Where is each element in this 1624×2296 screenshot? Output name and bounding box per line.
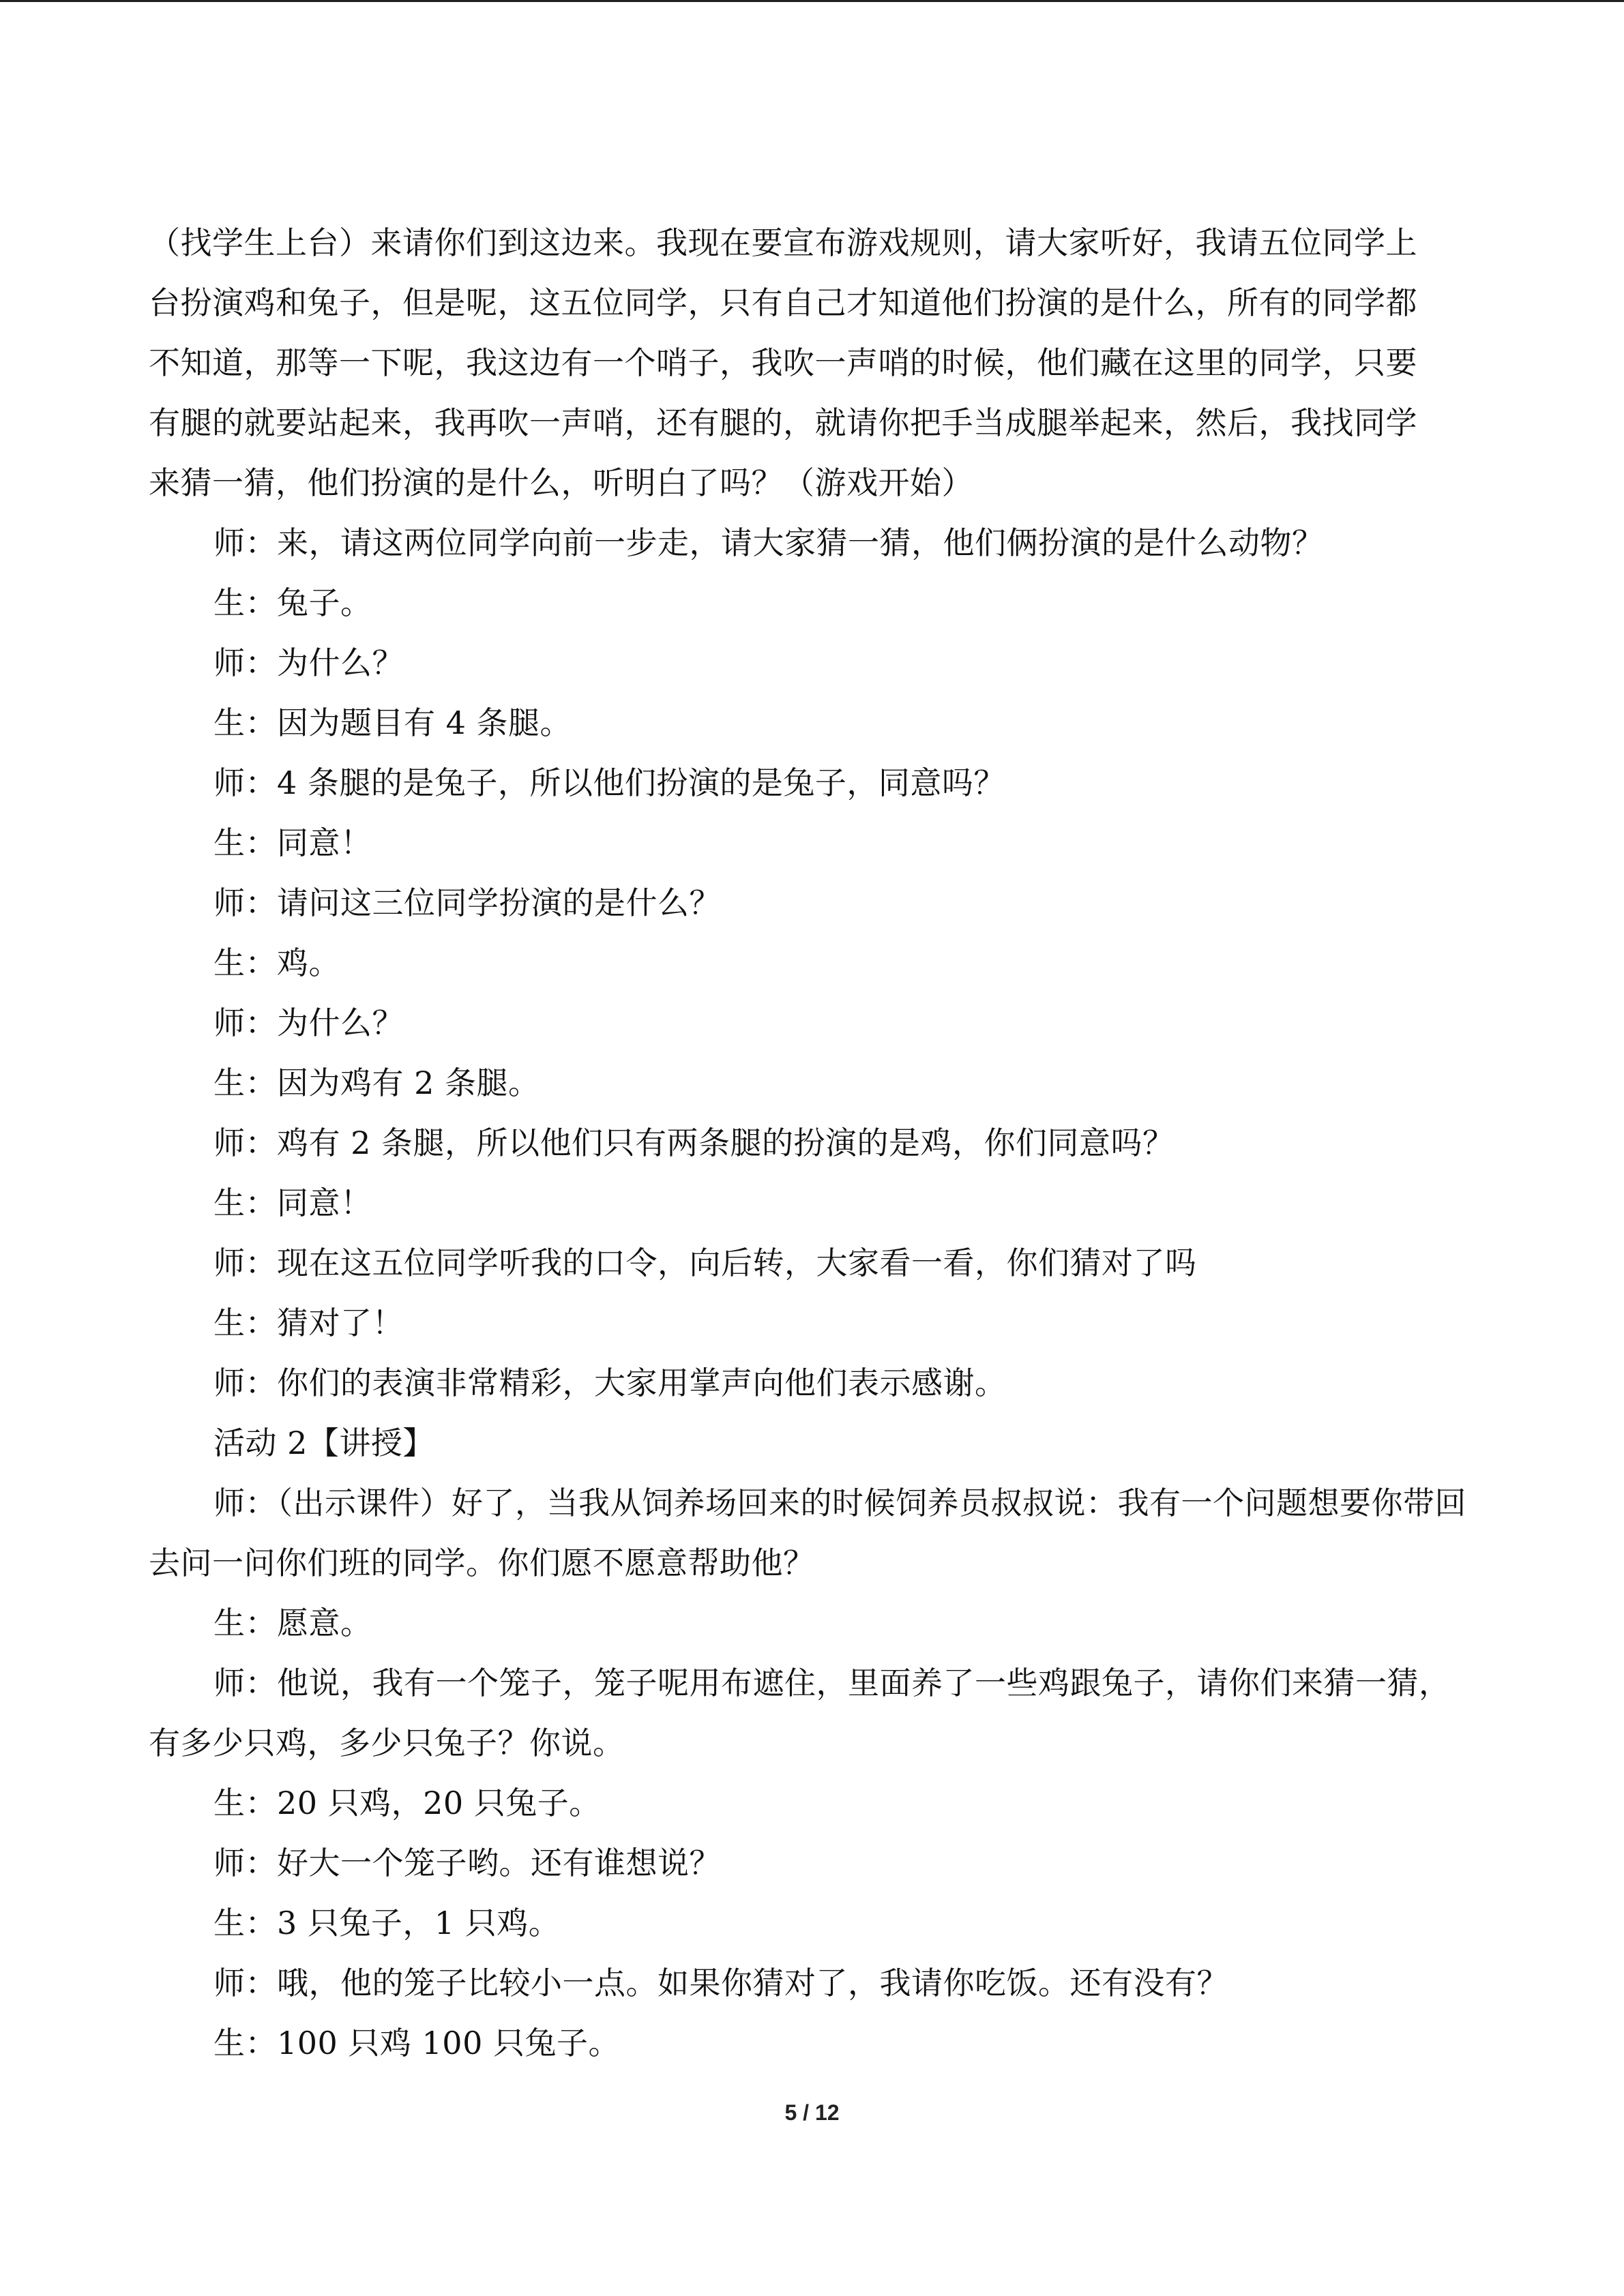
dialogue-line: 生：兔子。 — [213, 584, 372, 621]
dialogue-line: 师：为什么？ — [213, 1004, 404, 1041]
dialogue-line: 生：愿意。 — [213, 1605, 372, 1641]
page-number: 5 / 12 — [784, 2100, 840, 2125]
dialogue-line: 师：哦，他的笼子比较小一点。如果你猜对了，我请你吃饭。还有没有？ — [213, 1965, 1228, 2001]
dialogue-line: 师：4 条腿的是兔子，所以他们扮演的是兔子，同意吗？ — [213, 764, 1005, 801]
dialogue-line: 师：他说，我有一个笼子，笼子呢用布遮住，里面养了一些鸡跟兔子，请你们来猜一猜，有多少只鸡，多少只兔子？你说。 — [149, 1665, 1451, 1761]
dialogue-line: 生：20 只鸡，20 只兔子。 — [213, 1785, 601, 1821]
dialogue-line: 生：同意！ — [213, 1184, 372, 1221]
dialogue-line: 生：同意！ — [213, 824, 372, 861]
dialogue-line: 师：现在这五位同学听我的口令，向后转，大家看一看，你们猜对了吗 — [213, 1244, 1197, 1281]
opening-line: 不知道，那等一下呢，我这边有一个哨子，我吹一声哨的时候，他们藏在这里的同学，只要 — [149, 344, 1417, 381]
dialogue-line: 师：来，请这两位同学向前一步走，请大家猜一猜，他们俩扮演的是什么动物？ — [213, 524, 1324, 561]
dialogue-line: 生：100 只鸡 100 只兔子。 — [213, 2025, 620, 2061]
opening-line: 来猜一猜，他们扮演的是什么，听明白了吗？（游戏开始） — [149, 464, 973, 501]
dialogue-line: 师：（出示课件）好了，当我从饲养场回来的时候饲养员叔叔说：我有一个问题想要你带回去问一问你们班的同学。你们愿不愿意帮助他？ — [149, 1485, 1466, 1581]
opening-line: （找学生上台）来请你们到这边来。我现在要宣布游戏规则，请大家听好，我请五位同学上 — [149, 224, 1417, 261]
dialogue-line: 师：为什么？ — [213, 644, 404, 681]
document-body — [149, 213, 1475, 2073]
section-heading: 活动 2【讲授】 — [213, 1425, 434, 1461]
dialogue-line: 师：好大一个笼子哟。还有谁想说？ — [213, 1845, 721, 1881]
top-border-line — [0, 0, 1624, 2]
dialogue-line: 师：请问这三位同学扮演的是什么？ — [213, 884, 721, 921]
dialogue-line: 生：猜对了！ — [213, 1304, 404, 1341]
dialogue-line: 生：因为鸡有 2 条腿。 — [213, 1064, 540, 1101]
opening-paragraph — [149, 213, 1475, 513]
opening-line: 有腿的就要站起来，我再吹一声哨，还有腿的，就请你把手当成腿举起来，然后，我找同学 — [149, 404, 1417, 441]
dialogue-line: 师：鸡有 2 条腿，所以他们只有两条腿的扮演的是鸡，你们同意吗？ — [213, 1124, 1175, 1161]
opening-line: 台扮演鸡和兔子，但是呢，这五位同学，只有自己才知道他们扮演的是什么，所有的同学都 — [149, 284, 1417, 321]
dialogue-line: 师：你们的表演非常精彩，大家用掌声向他们表示感谢。 — [213, 1365, 1007, 1401]
dialogue-line: 生：3 只兔子，1 只鸡。 — [213, 1905, 561, 1941]
dialogue-line: 生：鸡。 — [213, 944, 340, 981]
dialogue-line: 生：因为题目有 4 条腿。 — [213, 704, 572, 741]
